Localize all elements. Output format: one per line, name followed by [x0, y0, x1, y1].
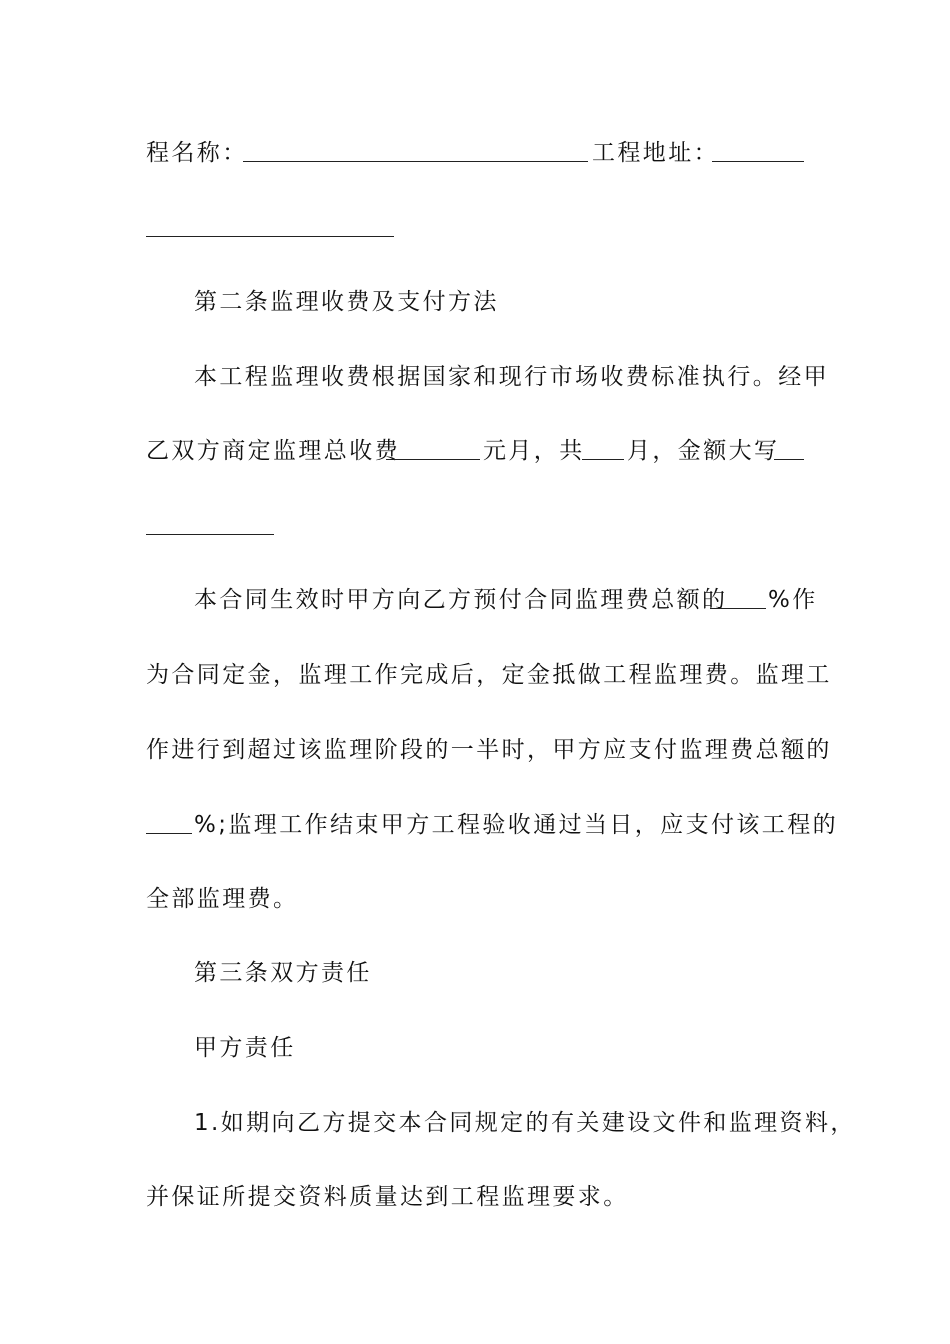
amount-in-words-blank [774, 459, 804, 460]
paragraph-line: 作进行到超过该监理阶段的一半时，甲方应支付监理费总额的 [146, 737, 832, 763]
advance-percent-blank [710, 608, 766, 609]
list-item-1-continued: 并保证所提交资料质量达到工程监理要求。 [146, 1184, 629, 1210]
total-fee-blank [386, 459, 480, 460]
project-name-label: 程名称： [146, 140, 248, 166]
total-fee-label: 乙双方商定监理总收费 [146, 438, 400, 464]
project-name-blank [243, 161, 588, 162]
article-3-heading: 第三条双方责任 [194, 960, 372, 986]
list-item-1: 1.如期向乙方提交本合同规定的有关建设文件和监理资料， [194, 1110, 856, 1136]
amount-in-words-blank-continued [146, 534, 274, 535]
months-label: 元月，共 [483, 438, 585, 464]
party-a-responsibilities-heading: 甲方责任 [194, 1035, 296, 1061]
project-address-blank [712, 161, 804, 162]
project-address-blank-continued [146, 236, 394, 237]
paragraph-line: %;监理工作结束甲方工程验收通过当日，应支付该工程的 [194, 812, 839, 838]
article-2-heading: 第二条监理收费及支付方法 [194, 289, 499, 315]
mid-payment-percent-blank-continued [146, 833, 192, 834]
paragraph-line: 为合同定金，监理工作完成后，定金抵做工程监理费。监理工 [146, 662, 832, 688]
amount-in-words-label: 月，金额大写 [627, 438, 780, 464]
months-blank [582, 459, 624, 460]
advance-payment-label: 本合同生效时甲方向乙方预付合同监理费总额的 [194, 587, 728, 613]
paragraph-line: 全部监理费。 [146, 886, 299, 912]
mid-payment-percent-blank [790, 758, 804, 759]
project-address-label: 工程地址： [592, 140, 719, 166]
percent-suffix: %作 [768, 587, 818, 613]
paragraph-line: 本工程监理收费根据国家和现行市场收费标准执行。经甲 [194, 364, 829, 390]
